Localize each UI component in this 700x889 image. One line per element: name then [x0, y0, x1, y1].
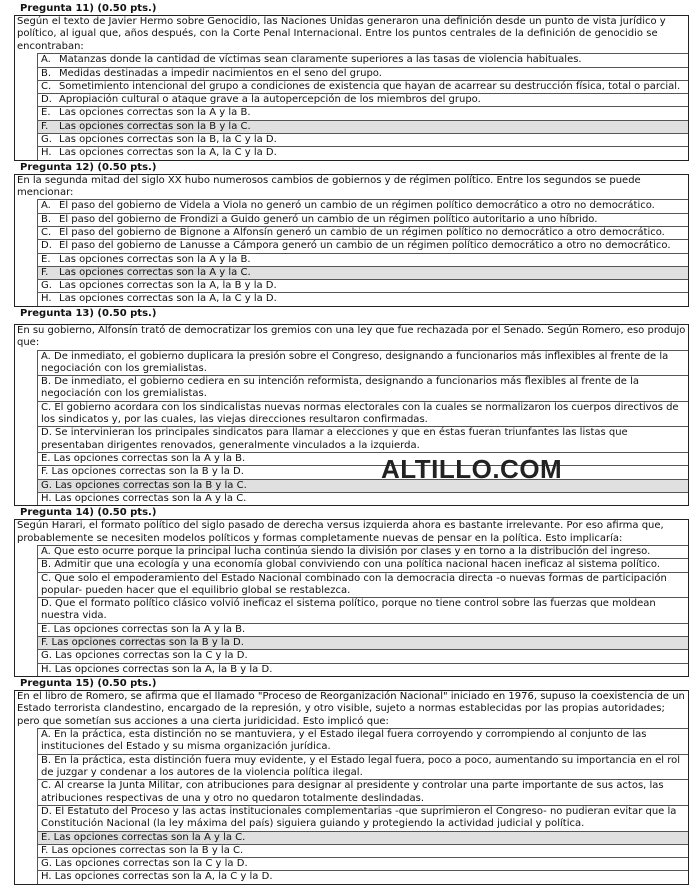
option[interactable]: [37, 199, 688, 212]
option[interactable]: [37, 106, 688, 119]
option-text: El paso del gobierno de Bignone a Alfonsín generó un cambio de un régimen político no democrático a otro democrático.: [59, 227, 665, 238]
options-list: [37, 350, 688, 506]
option-text: El paso del gobierno de Lanusse a Cámpora generó un cambio de un régimen político democrático a otro no democrático.: [59, 240, 671, 252]
option-letter: H.: [41, 147, 52, 159]
option[interactable]: D. Se intervinieran los principales sindicatos para llamar a elecciones y que en éstas fueran triunfantes las listas que presentaban dirigentes renovados, generalmente vinculados a la izquierda.: [37, 426, 688, 452]
option[interactable]: D. Que el formato político clásico volvió ineficaz el sistema político, porque no tiene control sobre las fuerzas que moldean nuestra vida.: [37, 597, 688, 623]
question-stem: Según Harari, el formato político del siglo pasado de derecha versus izquierda ahora es bastante irrelevante. Por eso afirma que, probablemente se necesiten modelos políticos y formas completamente nuevas de pensar en la política. Esto implicaría:: [17, 520, 664, 544]
option[interactable]: A. De inmediato, el gobierno duplicara la presión sobre el Congreso, designando a funcionarios más inflexibles al frente de la negociación con los gremialistas.: [37, 350, 688, 376]
option-letter: C.: [41, 227, 52, 238]
option[interactable]: [37, 253, 688, 266]
option[interactable]: C. El gobierno acordara con los sindicalistas nuevas normas electorales con la cuales se normalizaron los cuerpos directivos de los sindicatos y, por las cuales, las viejas direcciones resultaron confirmadas.: [37, 401, 688, 427]
option-selected[interactable]: G. Las opciones correctas son la B y la C.: [37, 479, 688, 492]
option-letter: F.: [41, 120, 49, 132]
option[interactable]: G. Las opciones correctas son la C y la D.: [37, 649, 688, 662]
option-letter: E.: [41, 253, 51, 265]
option-text: Las opciones correctas son la A y la B.: [59, 253, 251, 265]
option[interactable]: [37, 239, 688, 252]
option[interactable]: B. En la práctica, esta distinción fuera muy evidente, y el Estado legal fuera, poco a poco, aumentando su importancia en el rol de juzgar y condenar a los autores de la violencia política ilegal.: [37, 754, 688, 780]
question-stem: Según el texto de Javier Hermo sobre Genocidio, las Naciones Unidas generaron una definición desde un punto de vista jurídico y político, al igual que, años después, con la Corte Penal Internacional. Entre los puntos centrales de la definición de genocidio se encontraban:: [17, 16, 666, 52]
option-letter: A.: [41, 54, 51, 66]
option[interactable]: F. Las opciones correctas son la B y la D.: [37, 465, 688, 478]
option-letter: D.: [41, 94, 52, 106]
option[interactable]: [37, 80, 688, 93]
option-text: Las opciones correctas son la A, la C y la D.: [59, 147, 277, 159]
option[interactable]: [37, 213, 688, 226]
option[interactable]: [37, 67, 688, 80]
option-text: Las opciones correctas son la B y la C.: [59, 120, 251, 132]
question-header: Pregunta 12) (0.50 pts.): [20, 161, 157, 173]
option-text: Medidas destinadas a impedir nacimientos en el seno del grupo.: [59, 67, 382, 79]
option[interactable]: [37, 292, 688, 305]
option-letter: D.: [41, 240, 52, 252]
option-letter: G.: [41, 134, 52, 145]
options-list: [37, 545, 688, 676]
question-box: [14, 15, 689, 161]
option[interactable]: B. De inmediato, el gobierno cediera en su intención reformista, designando a funcionarios más flexibles al frente de la negociación con los gremialistas.: [37, 375, 688, 401]
option[interactable]: [37, 53, 688, 66]
option-text: El paso del gobierno de Frondizi a Guido generó un cambio de un régimen político autoritario a uno híbrido.: [59, 213, 598, 225]
option[interactable]: [37, 226, 688, 239]
exam-document: [14, 3, 689, 886]
option-letter: C.: [41, 80, 52, 92]
question-stem: En el libro de Romero, se afirma que el llamado "Proceso de Reorganización Nacional" iniciado en 1976, supuso la coexistencia de un Estado terrorista clandestino, encargado de la represión, y otro visible, sujeto a normas establecidas por las propias autoridades; pero que sometían sus acciones a una cierta juridicidad. Esto implicó que:: [17, 690, 685, 727]
question-box: [14, 690, 689, 885]
option-letter: E.: [41, 107, 51, 119]
option[interactable]: [37, 133, 688, 146]
question-stem: En su gobierno, Alfonsín trató de democratizar los gremios con una ley que fue rechazada por el Senado. Según Romero, eso produjo que:: [17, 324, 686, 349]
watermark: ALTILLO.COM: [381, 454, 563, 484]
option[interactable]: H. Las opciones correctas son la A, la C y la D.: [37, 870, 688, 883]
option-text: Las opciones correctas son la A y la B.: [59, 107, 251, 119]
question-box: [14, 324, 689, 506]
option-selected[interactable]: [37, 266, 688, 279]
option[interactable]: C. Que solo el empoderamiento del Estado Nacional combinado con la democracia directa -o nuevas formas de participación popular- pueden hacer que el equilibrio global se restablezca.: [37, 572, 688, 598]
option-text: Las opciones correctas son la A, la C y la D.: [59, 293, 277, 305]
options-list: [37, 53, 688, 159]
option-text: El paso del gobierno de Videla a Viola no generó un cambio de un régimen político democrático a otro no democrático.: [59, 200, 655, 212]
question-box: [14, 519, 689, 677]
option[interactable]: [37, 279, 688, 292]
option-selected[interactable]: F. Las opciones correctas son la B y la D.: [37, 636, 688, 649]
option[interactable]: [37, 146, 688, 159]
option[interactable]: C. Al crearse la Junta Militar, con atribuciones para designar al presidente y controlar una parte importante de sus actos, las atribuciones respectivas de una y otro no quedaron totalmente deslindadas.: [37, 779, 688, 805]
option-letter: B.: [41, 213, 52, 225]
question-header: Pregunta 11) (0.50 pts.): [20, 3, 157, 14]
question-header: Pregunta 13) (0.50 pts.): [20, 307, 157, 319]
option[interactable]: E. Las opciones correctas son la A y la B.: [37, 452, 688, 465]
option[interactable]: [37, 93, 688, 106]
option-text: Apropiación cultural o ataque grave a la autopercepción de los miembros del grupo.: [59, 94, 481, 106]
option-letter: F.: [41, 266, 49, 278]
option-text: Sometimiento intencional del grupo a condiciones de existencia que hayan de acarrear su destrucción física, total o parcial.: [59, 80, 681, 92]
option[interactable]: B. Admitir que una ecología y una economía global conviviendo con una política nacional hacen ineficaz al sistema político.: [37, 558, 688, 571]
option-letter: H.: [41, 293, 52, 305]
question-header: Pregunta 15) (0.50 pts.): [20, 677, 157, 689]
option[interactable]: D. El Estatuto del Proceso y las actas institucionales complementarias -que suprimieron el Congreso- no pudieran evitar que la Constitución Nacional (la ley máxima del país) siguiera guiando y protegiendo la actividad judicial y política.: [37, 805, 688, 831]
options-list: [37, 728, 688, 884]
option[interactable]: H. Las opciones correctas son la A, la B y la D.: [37, 663, 688, 676]
question-stem: En la segunda mitad del siglo XX hubo numerosos cambios de gobiernos y de régimen político. Entre los segundos se puede mencionar:: [17, 174, 641, 198]
option-letter: A.: [41, 200, 51, 212]
option[interactable]: G. Las opciones correctas son la C y la D.: [37, 857, 688, 870]
option-letter: B.: [41, 67, 52, 79]
option-text: Las opciones correctas son la A y la C.: [59, 266, 251, 278]
option[interactable]: H. Las opciones correctas son la A y la C.: [37, 492, 688, 505]
option-selected[interactable]: E. Las opciones correctas son la A y la C.: [37, 831, 688, 844]
option-letter: G.: [41, 280, 52, 292]
option[interactable]: E. Las opciones correctas son la A y la B.: [37, 623, 688, 636]
option-text: Matanzas donde la cantidad de víctimas sean claramente superiores a las tasas de violencia habituales.: [59, 54, 582, 66]
option[interactable]: F. Las opciones correctas son la B y la C.: [37, 844, 688, 857]
question-box: [14, 174, 689, 307]
option-text: Las opciones correctas son la B, la C y la D.: [59, 134, 277, 145]
options-list: [37, 199, 688, 305]
option-text: Las opciones correctas son la A, la B y la D.: [59, 280, 277, 292]
option[interactable]: A. En la práctica, esta distinción no se mantuviera, y el Estado ilegal fuera corroyendo y corrompiendo al conjunto de las instituciones del Estado y su misma organización jurídica.: [37, 728, 688, 754]
question-header: Pregunta 14) (0.50 pts.): [20, 507, 157, 519]
option[interactable]: A. Que esto ocurre porque la principal lucha continúa siendo la división por clases y en torno a la distribución del ingreso.: [37, 545, 688, 558]
option-selected[interactable]: [37, 120, 688, 133]
